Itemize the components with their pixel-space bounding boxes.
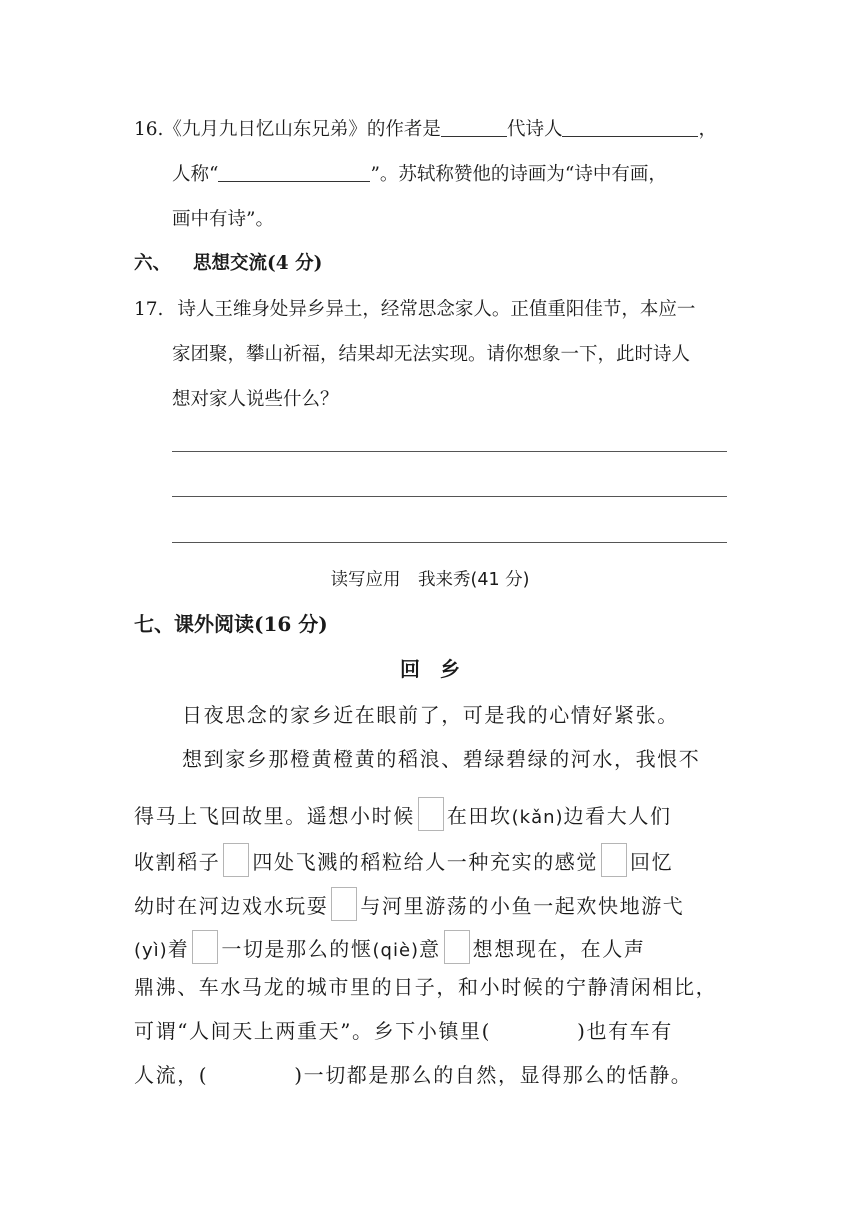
passage-text: 边看大人们 (563, 804, 672, 828)
passage-text: 鼎沸、车水马龙的城市里的日子，和小时候的宁静清闲相比， (134, 975, 718, 999)
pinyin-annotation: (qiè) (372, 940, 420, 961)
passage-text: 一切是那么的惬 (221, 937, 373, 961)
question-17-line-3 (172, 388, 339, 412)
passage-text: )一切都是那么的自然，显得那么的恬静。 (294, 1063, 693, 1087)
punctuation-box-2[interactable] (223, 843, 249, 877)
passage-line-5 (134, 887, 684, 921)
passage-line-6 (134, 930, 645, 964)
question-16-text-4: ”。苏轼称赞他的诗画为“诗中有画， (370, 164, 667, 185)
question-16-number: 16. (134, 119, 164, 140)
punctuation-box-3[interactable] (601, 843, 627, 877)
section-6-label: 六、 (134, 253, 172, 274)
passage-paragraph-1: 日夜思念的家乡近在眼前了，可是我的心情好紧张。 (182, 703, 679, 727)
passage-text: )也有车有 (577, 1019, 673, 1043)
question-16-text-5: 画中有诗”。 (172, 209, 274, 230)
answer-line-2[interactable] (172, 496, 727, 497)
answer-line-1[interactable] (172, 451, 727, 452)
passage-text: 四处飞溅的稻粒给人一种充实的感觉 (252, 850, 599, 874)
punctuation-box-4[interactable] (331, 887, 357, 921)
question-16-line-1 (134, 118, 717, 142)
passage-text: 回忆 (630, 850, 674, 874)
passage-text: 得马上飞回故里。遥想小时候 (134, 804, 415, 828)
passage-text: 在田坎 (446, 804, 512, 828)
nickname-blank[interactable] (218, 163, 370, 182)
section-7-title: 七、课外阅读(16 分) (134, 612, 328, 636)
question-17-line-2 (172, 343, 690, 367)
passage-text: 想想现在，在人声 (472, 937, 646, 961)
question-17-text-2: 家团聚，攀山祈福，结果却无法实现。请你想象一下，此时诗人 (172, 344, 691, 365)
passage-text: 意 (419, 937, 441, 961)
question-16-comma: ， (698, 119, 717, 140)
passage-title (0, 657, 860, 681)
question-17-text-1: 诗人王维身处异乡异土，经常思念家人。正值重阳佳节，本应一 (177, 299, 696, 320)
passage-text: 人流，( (134, 1063, 209, 1087)
passage-text: 幼时在河边戏水玩耍 (134, 894, 329, 918)
question-17-line-1 (134, 298, 695, 322)
banner-text: 读写应用 我来秀(41 分) (330, 570, 530, 590)
question-16-text-2: 代诗人 (506, 119, 563, 140)
pinyin-annotation: (kǎn) (511, 807, 564, 828)
dynasty-blank[interactable] (441, 118, 507, 137)
question-16-line-2 (172, 163, 667, 187)
passage-line-3 (134, 797, 672, 831)
passage-line-1 (182, 703, 679, 727)
answer-line-3[interactable] (172, 542, 727, 543)
question-17-number: 17. (134, 299, 164, 320)
passage-line-4 (134, 843, 673, 877)
punctuation-box-1[interactable] (418, 797, 444, 831)
passage-text: 收割稻子 (134, 850, 221, 874)
punctuation-box-6[interactable] (444, 930, 470, 964)
pinyin-annotation: (yì) (134, 940, 168, 961)
section-7-heading (134, 612, 328, 636)
question-16-line-3 (172, 208, 274, 232)
question-17-text-3: 想对家人说些什么？ (172, 389, 339, 410)
passage-text: 想到家乡那橙黄橙黄的稻浪、碧绿碧绿的河水，我恨不 (182, 747, 701, 771)
passage-text: 与河里游荡的小鱼一起欢快地游弋 (360, 894, 685, 918)
section-6-heading (134, 252, 322, 276)
section-6-title: 思想交流(4 分) (193, 253, 323, 274)
passage-line-7 (134, 975, 717, 999)
passage-title-text: 回 乡 (400, 657, 460, 681)
question-16-text-3: 人称“ (172, 164, 219, 185)
reading-writing-banner (0, 568, 860, 592)
poet-name-blank[interactable] (562, 118, 698, 137)
passage-line-8 (134, 1019, 673, 1043)
passage-text: 可谓“人间天上两重天”。乡下小镇里( (134, 1019, 492, 1043)
passage-line-9 (134, 1063, 692, 1087)
question-16-text: 《九月九日忆山东兄弟》的作者是 (163, 119, 441, 140)
passage-line-2 (182, 747, 700, 771)
passage-text: 着 (167, 937, 190, 961)
punctuation-box-5[interactable] (192, 930, 218, 964)
